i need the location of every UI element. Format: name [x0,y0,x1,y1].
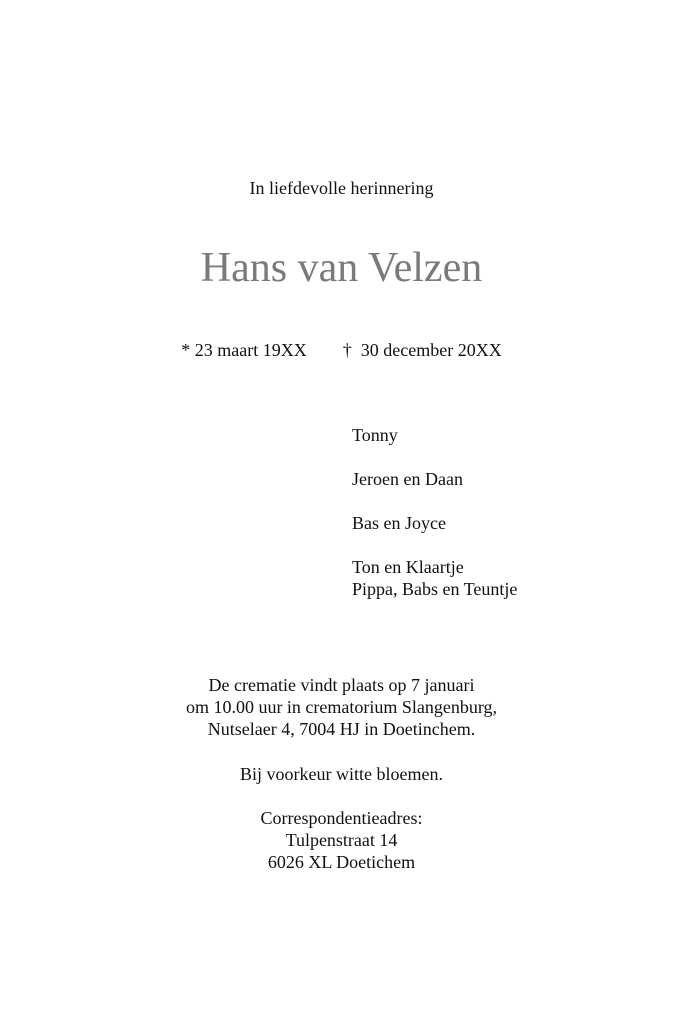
family-group [352,468,517,490]
address-street: Tulpenstraat 14 [285,830,398,850]
birth-date: * 23 maart 19XX [181,340,307,360]
flowers-note: Bij voorkeur witte bloemen. [240,764,443,784]
cremation-notice [0,674,683,740]
life-dates [0,339,683,361]
family-member: Bas en Joyce [352,513,446,533]
notice-line: om 10.00 uur in crematorium Slangenburg, [185,697,498,717]
address-label: Correspondentieadres: [260,808,423,828]
family-group [352,556,517,600]
family-group [352,424,517,446]
family-list [352,424,517,600]
notice-line: De crematie vindt plaats op 7 januari [208,675,475,695]
intro-text: In liefdevolle herinnering [249,178,434,198]
family-member: Tonny [352,425,398,445]
family-group [352,512,517,534]
family-member: Pippa, Babs en Teuntje [352,579,518,599]
notice-line: Nutselaer 4, 7004 HJ in Doetinchem. [207,719,476,739]
address-city: 6026 XL Doetichem [267,852,416,872]
family-member: Jeroen en Daan [352,469,463,489]
family-member: Ton en Klaartje [352,557,464,577]
death-date: † 30 december 20XX [342,340,502,360]
correspondence-address [0,807,683,873]
deceased-name: Hans van Velzen [200,245,483,291]
